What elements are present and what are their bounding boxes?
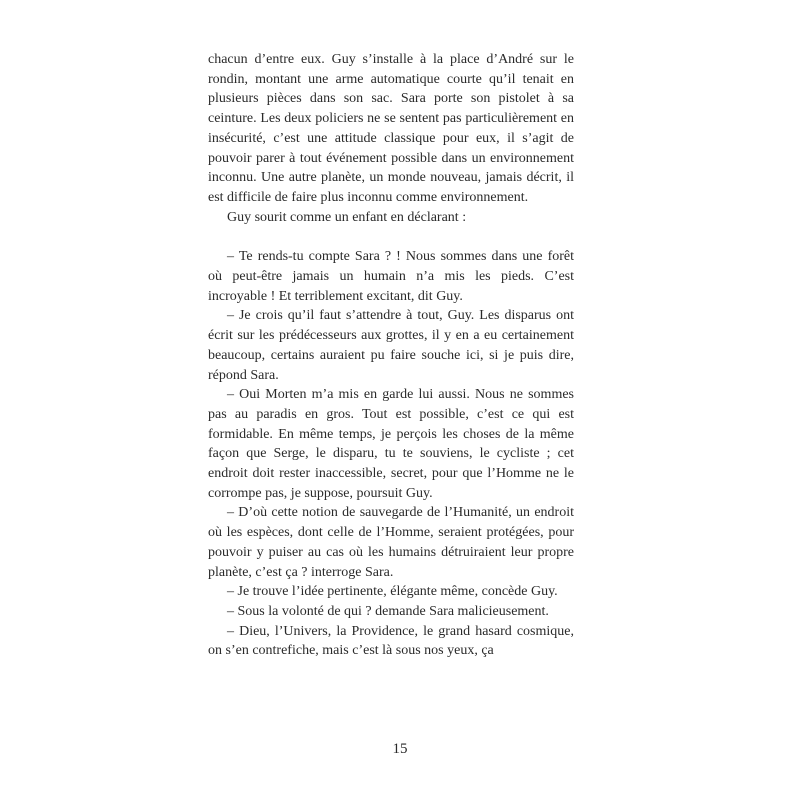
dialogue-7: – Dieu, l’Univers, la Providence, le grand hasard cosmique, on s’en contrefiche, mais c’est là sous nos yeux, ça [208, 623, 574, 659]
dialogue-5: – Je trouve l’idée pertinente, élégante même, concède Guy. [227, 584, 558, 600]
body-text [208, 50, 574, 661]
paragraph-1: chacun d’entre eux. Guy s’installe à la place d’André sur le rondin, montant une arme automatique courte qu’il tenait en plusieurs pièces dans son sac. Sara porte son pistolet à sa ceinture. Les deux policiers ne se sentent pas particulièrement en insécurité, c’est une attitude classique pour eux, il s’agit de pouvoir parer à tout événement possible dans un environnement inconnu. Une autre planète, un monde nouveau, jamais décrit, il est difficile de faire plus inconnu comme environnement. [208, 52, 574, 205]
dialogue-2: – Je crois qu’il faut s’attendre à tout, Guy. Les disparus ont écrit sur les prédécesseurs aux grottes, il y en a eu certainement beaucoup, certains auraient pu faire souche ici, si je puis dire, répond Sara. [208, 308, 574, 383]
dialogue-1: – Te rends-tu compte Sara ? ! Nous sommes dans une forêt où peut-être jamais un humain n’a mis les pieds. C’est incroyable ! Et terriblement excitant, dit Guy. [208, 249, 574, 304]
dialogue-6: – Sous la volonté de qui ? demande Sara malicieusement. [227, 603, 549, 619]
paragraph-spacer [208, 227, 574, 247]
dialogue-4: – D’où cette notion de sauvegarde de l’Humanité, un endroit où les espèces, dont celle de l’Homme, seraient protégées, pour pouvoir y puiser au cas où les humains détruiraient leur propre planète, c’est ça ? interroge Sara. [208, 505, 574, 580]
paragraph-2: Guy sourit comme un enfant en déclarant : [227, 209, 467, 225]
page-number: 15 [392, 741, 408, 757]
dialogue-3: – Oui Morten m’a mis en garde lui aussi. Nous ne sommes pas au paradis en gros. Tout est possible, c’est ce qui est formidable. En même temps, je perçois les choses de la même façon que Serge, le disparu, tu te souviens, le cycliste ; cet endroit doit rester inaccessible, secret, pour que l’Homme ne le corrompe pas, je suppose, poursuit Guy. [208, 387, 574, 501]
